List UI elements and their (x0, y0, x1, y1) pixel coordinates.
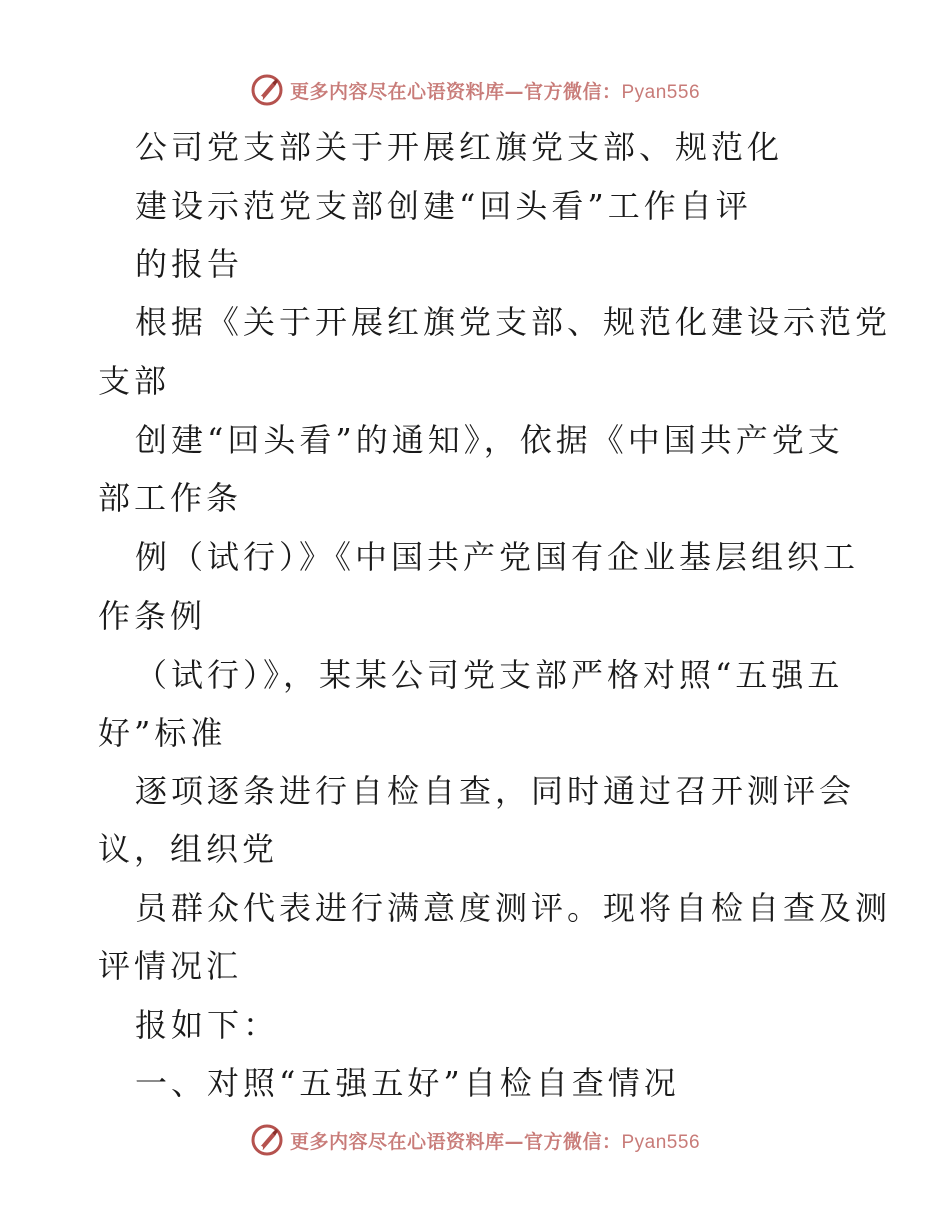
footer-watermark (0, 1120, 950, 1160)
body-line: 报如下： (135, 1006, 280, 1044)
body-line: 部工作条 (98, 479, 243, 517)
title-line-2: 建设示范党支部创建“回头看”工作自评 (135, 187, 752, 225)
body-line: （试行）》，某某公司党支部严格对照“五强五 (135, 656, 844, 694)
watermark-text: 更多内容尽在心语资料库—官方微信：Pyan556 (289, 1130, 701, 1153)
body-line: 好”标准 (98, 714, 227, 752)
body-line: 支部 (98, 362, 171, 400)
pen-logo-icon (250, 1123, 284, 1157)
body-line: 例（试行）》《中国共产党国有企业基层组织工 (135, 538, 860, 576)
watermark-text: 更多内容尽在心语资料库—官方微信：Pyan556 (289, 80, 701, 103)
body-line: 作条例 (98, 597, 207, 635)
title-line-1: 公司党支部关于开展红旗党支部、规范化 (135, 128, 784, 166)
body-line: 员群众代表进行满意度测评。现将自检自查及测 (135, 889, 892, 927)
watermark-wechat-id: Pyan556 (621, 81, 701, 103)
body-line: 创建“回头看”的通知》，依据《中国共产党支 (135, 421, 844, 459)
body-line: 逐项逐条进行自检自查，同时通过召开测评会 (135, 772, 856, 810)
section-heading: 一、对照“五强五好”自检自查情况 (135, 1064, 680, 1102)
body-line: 根据《关于开展红旗党支部、规范化建设示范党 (135, 303, 892, 341)
body-line: 评情况汇 (98, 947, 243, 985)
title-line-3: 的报告 (135, 245, 244, 283)
body-line: 议，组织党 (98, 830, 279, 868)
watermark-wechat-id: Pyan556 (621, 1131, 701, 1153)
